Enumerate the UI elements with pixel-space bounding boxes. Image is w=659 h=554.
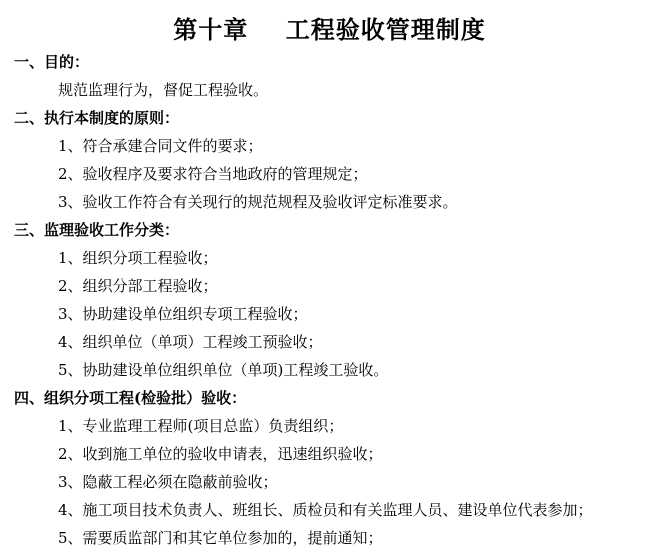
- section-4-item-1: 1、专业监理工程师(项目总监）负责组织；: [58, 417, 344, 435]
- section-4-item-2: 2、收到施工单位的验收申请表，迅速组织验收；: [58, 445, 383, 463]
- section-4-item-3: 3、隐蔽工程必须在隐蔽前验收；: [58, 473, 278, 491]
- section-2-item-3: 3、验收工作符合有关现行的规范规程及验收评定标准要求。: [58, 193, 458, 211]
- section-2-item-2: 2、验收程序及要求符合当地政府的管理规定；: [58, 165, 368, 183]
- section-1-text: 规范监理行为，督促工程验收。: [58, 81, 269, 99]
- chapter-title: 第十章 工程验收管理制度: [173, 15, 486, 44]
- section-2-heading: 二、执行本制度的原则：: [14, 109, 180, 127]
- section-3-heading: 三、监理验收工作分类：: [14, 221, 180, 239]
- section-3-item-5: 5、协助建设单位组织单位（单项)工程竣工验收。: [58, 361, 389, 379]
- section-3-item-4: 4、组织单位（单项）工程竣工预验收；: [58, 333, 323, 351]
- section-4-heading: 四、组织分项工程(检验批）验收：: [14, 389, 247, 407]
- section-4-item-5: 5、需要质监部门和其它单位参加的，提前通知；: [58, 529, 383, 547]
- section-3-item-2: 2、组织分部工程验收；: [58, 277, 218, 295]
- section-3-item-3: 3、协助建设单位组织专项工程验收；: [58, 305, 308, 323]
- section-1-heading: 一、目的：: [14, 53, 90, 71]
- section-2-item-1: 1、符合承建合同文件的要求；: [58, 137, 263, 155]
- section-3-item-1: 1、组织分项工程验收；: [58, 249, 218, 267]
- section-4-item-4: 4、施工项目技术负责人、班组长、质检员和有关监理人员、建设单位代表参加；: [58, 501, 593, 519]
